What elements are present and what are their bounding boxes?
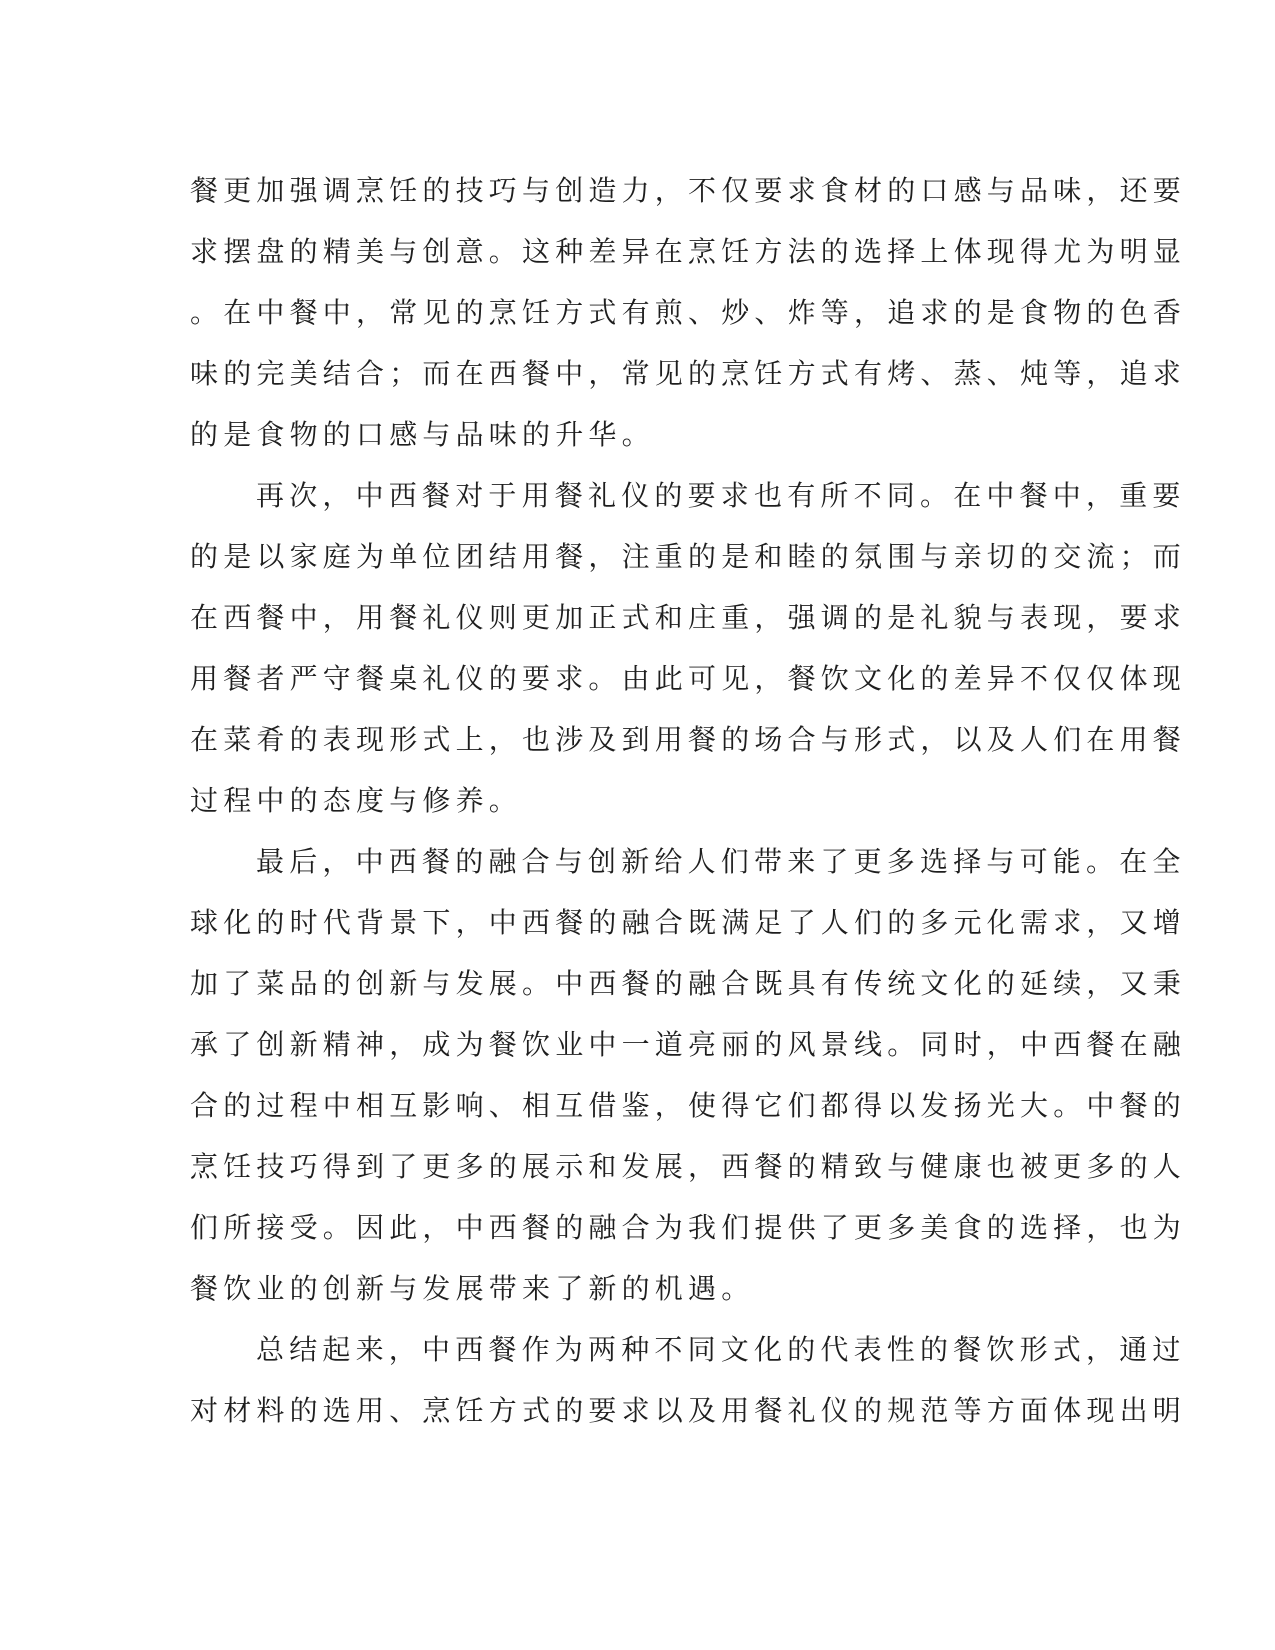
text-line: 合的过程中相互影响、相互借鉴，使得它们都得以发扬光大。中餐的 xyxy=(190,1089,1187,1122)
text-line: 用餐者严守餐桌礼仪的要求。由此可见，餐饮文化的差异不仅仅体现 xyxy=(190,662,1187,695)
text-line: 在西餐中，用餐礼仪则更加正式和庄重，强调的是礼貌与表现，要求 xyxy=(190,601,1187,634)
text-line: 在菜肴的表现形式上，也涉及到用餐的场合与形式，以及人们在用餐 xyxy=(190,723,1187,756)
text-line: 的是食物的口感与品味的升华。 xyxy=(190,418,655,451)
text-line: 对材料的选用、烹饪方式的要求以及用餐礼仪的规范等方面体现出明 xyxy=(190,1394,1187,1427)
text-line: 求摆盘的精美与创意。这种差异在烹饪方法的选择上体现得尤为明显 xyxy=(190,235,1187,268)
text-line: 球化的时代背景下，中西餐的融合既满足了人们的多元化需求，又增 xyxy=(190,906,1187,939)
text-line: 加了菜品的创新与发展。中西餐的融合既具有传统文化的延续，又秉 xyxy=(190,967,1187,1000)
text-line: 过程中的态度与修养。 xyxy=(190,784,523,817)
body-text xyxy=(190,160,1187,1441)
text-line: 味的完美结合；而在西餐中，常见的烹饪方式有烤、蒸、炖等，追求 xyxy=(190,357,1187,390)
paragraph-start-line: 再次，中西餐对于用餐礼仪的要求也有所不同。在中餐中，重要 xyxy=(256,479,1186,512)
text-line: 的是以家庭为单位团结用餐，注重的是和睦的氛围与亲切的交流；而 xyxy=(190,540,1187,573)
text-line: 烹饪技巧得到了更多的展示和发展，西餐的精致与健康也被更多的人 xyxy=(190,1150,1187,1183)
text-line: 们所接受。因此，中西餐的融合为我们提供了更多美食的选择，也为 xyxy=(190,1211,1187,1244)
paragraph-start-line: 最后，中西餐的融合与创新给人们带来了更多选择与可能。在全 xyxy=(256,845,1186,878)
text-line: 承了创新精神，成为餐饮业中一道亮丽的风景线。同时，中西餐在融 xyxy=(190,1028,1187,1061)
text-line: 餐更加强调烹饪的技巧与创造力，不仅要求食材的口感与品味，还要 xyxy=(190,174,1187,207)
paragraph-start-line: 总结起来，中西餐作为两种不同文化的代表性的餐饮形式，通过 xyxy=(256,1333,1186,1366)
text-line: 餐饮业的创新与发展带来了新的机遇。 xyxy=(190,1272,755,1305)
text-line: 。在中餐中，常见的烹饪方式有煎、炒、炸等，追求的是食物的色香 xyxy=(190,296,1187,329)
